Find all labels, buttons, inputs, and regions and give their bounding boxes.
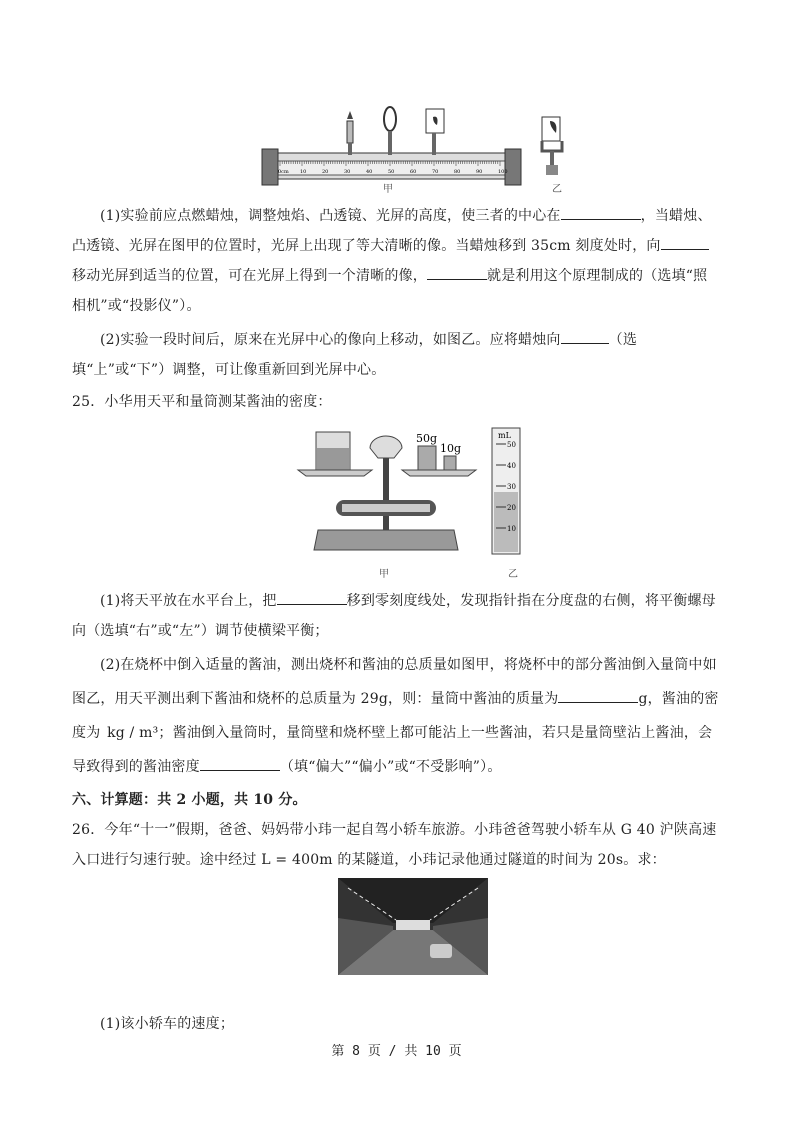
text: g，酱油的密度为 (72, 691, 719, 741)
answer-blank[interactable] (561, 203, 641, 220)
density-unit: kg / m³ (107, 725, 159, 741)
text: （填“偏大”“偏小”或“不受影响”）。 (279, 759, 502, 775)
cylinder-unit: mL (498, 431, 511, 440)
q25-part2 (72, 648, 720, 784)
text: 移到零刻度线处，发现指针指在分度盘的右侧，将平衡螺母向（选填“右”或“左”）调节使横梁平衡； (72, 593, 716, 639)
answer-blank[interactable] (200, 754, 280, 771)
text: (1)将天平放在水平台上，把 (100, 593, 277, 609)
text: 就是利用这个原理制成的（选填“照相机”或“投影仪”）。 (72, 268, 708, 314)
weight-10g-label: 10g (440, 442, 462, 455)
text: (2)实验一段时间后，原来在光屏中心的像向上移动，如图乙。应将蜡烛向 (100, 332, 561, 348)
answer-blank[interactable] (558, 686, 638, 703)
figure1-caption-b: 乙 (552, 184, 562, 195)
text: 移动光屏到适当的位置，可在光屏上得到一个清晰的像， (72, 268, 427, 284)
ruler-tick-label: 30 (344, 169, 351, 175)
q24-part1 (72, 201, 720, 321)
spacer (100, 721, 102, 737)
ruler-tick-label: 0cm (278, 169, 289, 175)
answer-blank[interactable] (427, 263, 487, 280)
text: ；酱油倒入量筒时，量筒壁和烧杯壁上都可能沾上一些酱油，若只是量筒壁沾上酱油，会导致得到的酱油密度 (72, 725, 713, 775)
text: （选填“上”或“下”）调整，可让像重新回到光屏中心。 (72, 332, 638, 378)
ruler-tick-label: 70 (432, 169, 439, 175)
ruler-tick-label: 60 (410, 169, 417, 175)
answer-blank[interactable] (277, 588, 347, 605)
cylinder-tick-label: 20 (507, 504, 516, 512)
figure1-caption-a: 甲 (383, 184, 393, 195)
tunnel-photo (338, 878, 488, 975)
ruler-tick-label: 80 (454, 169, 461, 175)
cylinder-tick-label: 40 (507, 462, 516, 470)
cylinder-tick-label: 50 (507, 441, 516, 449)
page-footer: 第 8 页 / 共 10 页 (331, 1044, 462, 1059)
optical-bench-figure (258, 105, 588, 195)
figure2-caption-a: 甲 (379, 569, 389, 580)
cylinder-tick-label: 30 (507, 483, 516, 491)
q26-part1: (1)该小轿车的速度； (100, 1016, 235, 1032)
ruler-tick-label: 40 (366, 169, 373, 175)
q25-stem: 25．小华用天平和量筒测某酱油的密度： (72, 394, 332, 410)
ruler-tick-label: 50 (388, 169, 395, 175)
answer-blank[interactable] (561, 327, 609, 344)
ruler-tick-label: 100 (498, 169, 508, 175)
ruler-tick-label: 90 (476, 169, 483, 175)
section-heading: 六、计算题：共 2 小题，共 10 分。 (72, 792, 307, 808)
ruler-tick-label: 20 (322, 169, 329, 175)
q25-part1 (72, 586, 720, 646)
figure2-caption-b: 乙 (508, 569, 518, 580)
text: (1)实验前应点燃蜡烛，调整烛焰、凸透镜、光屏的高度，使三者的中心在 (100, 208, 561, 224)
balance-figure (292, 424, 532, 559)
text: ，当蜡烛、凸透镜、光屏在图甲的位置时，光屏上出现了等大清晰的像。当蜡烛移到 35cm 刻度处时，向 (72, 208, 712, 254)
weight-50g-label: 50g (416, 432, 438, 445)
q26-stem: 26．今年“十一”假期，爸爸、妈妈带小玮一起自驾小轿车旅游。小玮爸爸驾驶小轿车从 G 40 沪陕高速入口进行匀速行驶。途中经过 L = 400m 的某隧道，小玮记录他通过隧道的时间为 20s。求： (72, 822, 717, 868)
cylinder-tick-label: 10 (507, 525, 516, 533)
ruler-tick-label: 10 (300, 169, 307, 175)
text: (2)在烧杯中倒入适量的酱油，测出烧杯和酱油的总质量如图甲，将烧杯中的部分酱油倒入量筒中如图乙，用天平测出剩下酱油和烧杯的总质量为 29g，则：量筒中酱油的质量为 (72, 657, 717, 707)
answer-blank[interactable] (661, 233, 709, 250)
q24-part2 (72, 325, 720, 385)
